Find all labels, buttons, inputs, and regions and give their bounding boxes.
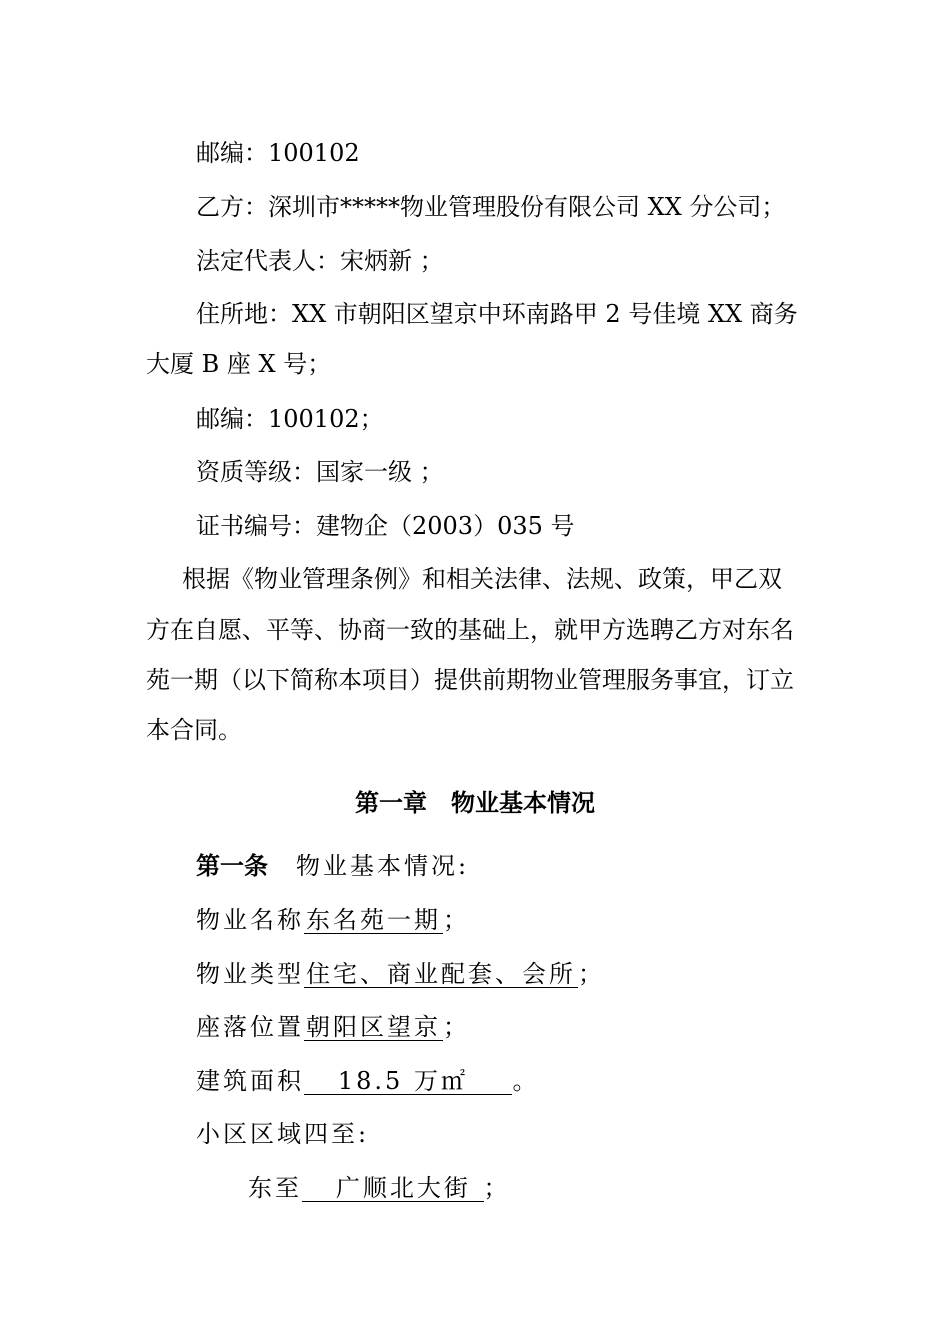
article-1	[196, 850, 469, 882]
semicolon: ；	[578, 960, 605, 988]
location-label: 座落位置	[196, 1013, 304, 1041]
property-type-row	[196, 958, 605, 990]
east-bound-row	[248, 1172, 511, 1204]
east-bound-value: 广顺北大街	[304, 1174, 482, 1202]
property-name-row	[196, 904, 470, 936]
article-1-title: 物业基本情况:	[296, 852, 470, 880]
party-b-legal-rep: 法定代表人：宋炳新 ；	[196, 247, 444, 275]
building-area-row	[196, 1065, 539, 1097]
party-b-address-line2: 大厦 B 座 X 号；	[146, 350, 332, 378]
party-a-postcode: 邮编：100102	[196, 139, 360, 167]
preamble-line-2: 方在自愿、平等、协商一致的基础上，就甲方选聘乙方对东名	[146, 616, 794, 644]
party-b-name: 乙方：深圳市*****物业管理股份有限公司 XX 分公司；	[196, 193, 786, 221]
location-row	[196, 1011, 470, 1043]
property-name-label: 物业名称	[196, 906, 304, 934]
party-b-certificate: 证书编号：建物企（2003）035 号	[196, 512, 575, 540]
property-type-value: 住宅、商业配套、会所	[306, 960, 576, 988]
semicolon: ；	[443, 1013, 470, 1041]
location-value: 朝阳区望京	[306, 1013, 441, 1041]
property-name-value: 东名苑一期	[306, 906, 441, 934]
article-1-label: 第一条	[196, 852, 268, 880]
party-b-postcode: 邮编：100102；	[196, 405, 384, 433]
preamble-line-1: 根据《物业管理条例》和相关法律、法规、政策，甲乙双	[182, 565, 782, 593]
building-area-value: 18.5 万㎡	[306, 1067, 511, 1095]
party-b-qualification: 资质等级：国家一级 ；	[196, 458, 444, 486]
property-type-label: 物业类型	[196, 960, 304, 988]
semicolon: ；	[443, 906, 470, 934]
semicolon: ；	[483, 1174, 511, 1202]
chapter-title: 第一章 物业基本情况	[355, 789, 595, 817]
preamble-line-4: 本合同。	[146, 716, 242, 744]
period: 。	[512, 1067, 540, 1095]
building-area-label: 建筑面积	[196, 1067, 304, 1095]
preamble-line-3: 苑一期（以下简称本项目）提供前期物业管理服务事宜，订立	[146, 666, 794, 694]
east-bound-label: 东至	[248, 1174, 302, 1202]
area-bounds-label: 小区区域四至:	[196, 1120, 370, 1148]
party-b-address-line1: 住所地：XX 市朝阳区望京中环南路甲 2 号佳境 XX 商务	[196, 300, 798, 328]
